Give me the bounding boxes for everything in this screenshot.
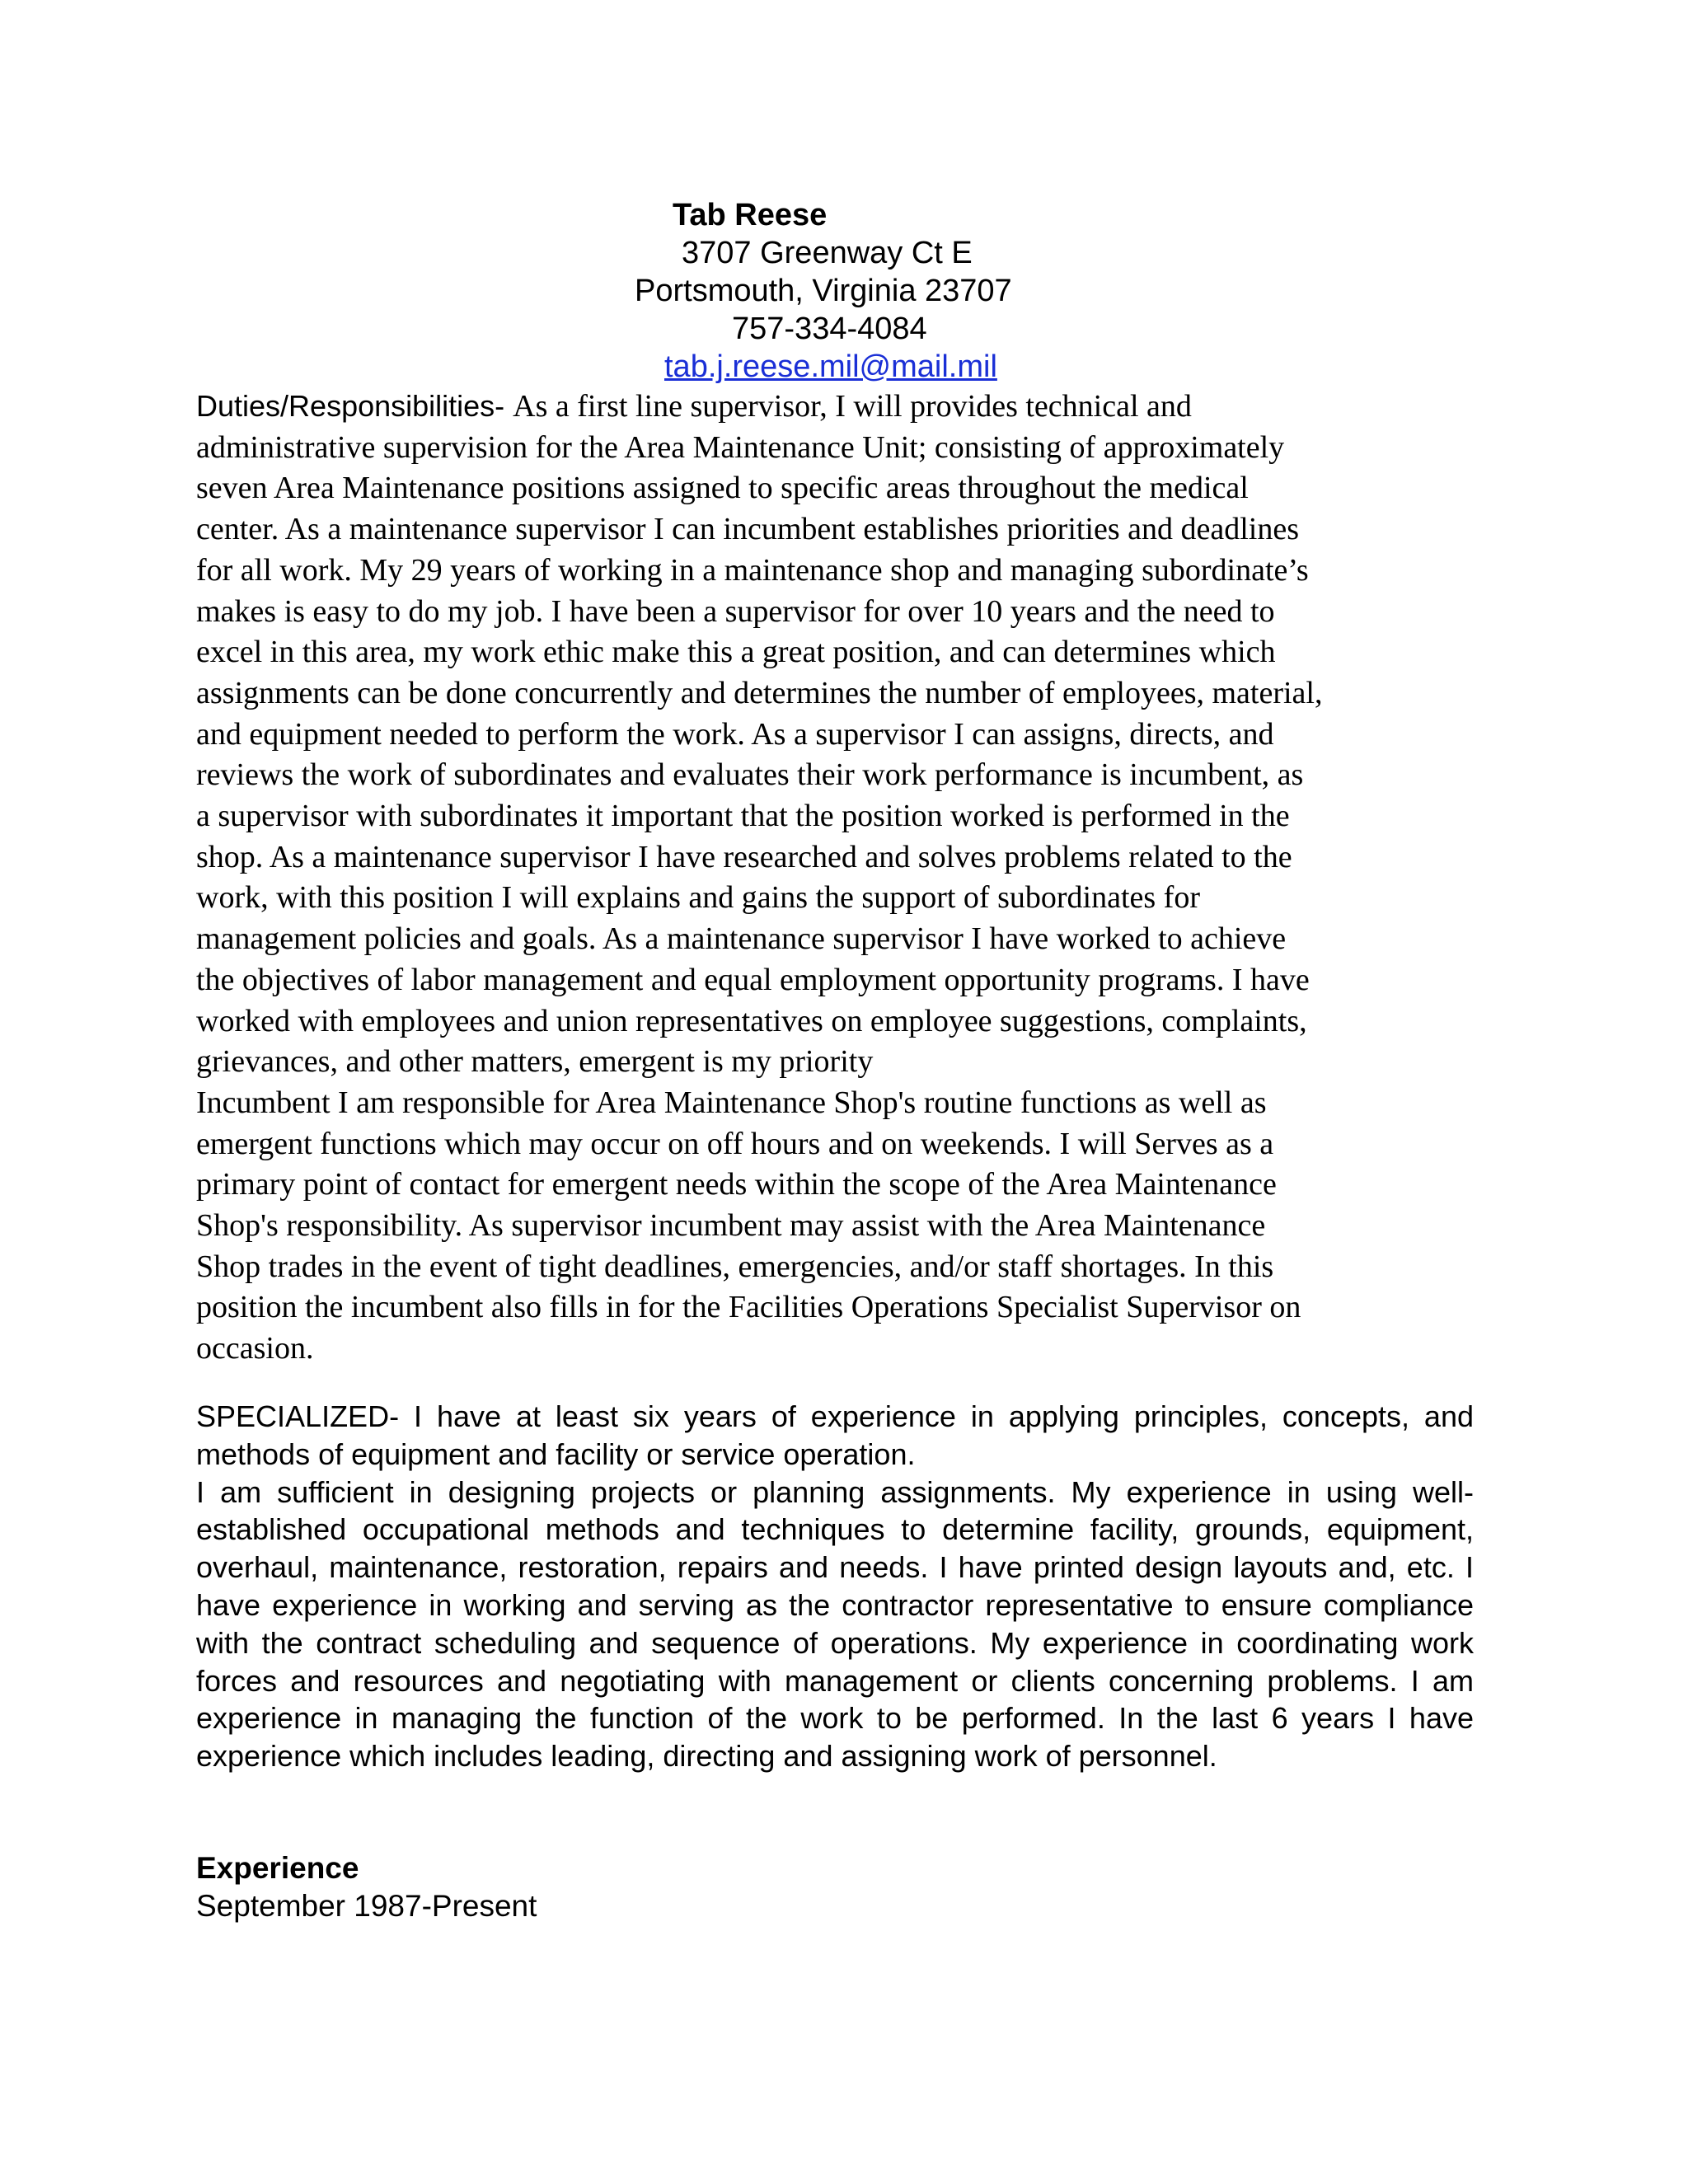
address-street: 3707 Greenway Ct E xyxy=(682,236,973,270)
phone-number: 757-334-4084 xyxy=(732,312,927,346)
applicant-name: Tab Reese xyxy=(673,198,828,232)
experience-date-range: September 1987-Present xyxy=(196,1889,537,1923)
specialized-section xyxy=(196,1398,1474,1775)
specialized-paragraph-2: I am sufficient in designing projects or planning assignments. My experience in using well-established occupational methods and techniques to determine facility, grounds, equipment, overhaul, maintenance, restoration, repairs and needs. I have printed design layouts and, etc. I have experience in working and serving as the contractor representative to ensure compliance with the contract scheduling and sequence of operations. My experience in coordinating work forces and resources and negotiating with management or clients concerning problems. I am experience in managing the function of the work to be performed. In the last 6 years I have experience which includes leading, directing and assigning work of personnel. xyxy=(196,1474,1474,1774)
duties-label: Duties/Responsibilities- xyxy=(196,389,513,423)
experience-heading: Experience xyxy=(196,1851,359,1885)
email-link[interactable]: tab.j.reese.mil@mail.mil xyxy=(664,349,997,384)
specialized-paragraph-1: SPECIALIZED- I have at least six years of experience in applying principles, concepts, and methods of equipment and facility or service operation. xyxy=(196,1399,1474,1471)
duties-section xyxy=(196,386,1482,1370)
address-city-state: Portsmouth, Virginia 23707 xyxy=(635,274,1012,308)
duties-text: As a first line supervisor, I will provides technical and administrative supervision for the Area Maintenance Unit; consisting of approximately seven Area Maintenance positions assigned to specific areas throughout the medical center. As a maintenance supervisor I can incumbent establishes priorities and deadlines for all work. My 29 years of working in a maintenance shop and managing subordinate’s makes is easy to do my job. I have been a supervisor for over 10 years and the need to excel in this area, my work ethic make this a great position, and can determines which assignments can be done concurrently and determines the number of employees, material, and equipment needed to perform the work. As a supervisor I can assigns, directs, and reviews the work of subordinates and evaluates their work performance is incumbent, as a supervisor with subordinates it important that the position worked is performed in the shop. As a maintenance supervisor I have researched and solves problems related to the work, with this position I will explains and gains the support of subordinates for management policies and goals. As a maintenance supervisor I have worked to achieve the objectives of labor management and equal employment opportunity programs. I have worked with employees and union representatives on employee suggestions, complaints, grievances, and other matters, emergent is my priority Incumbent I am responsible for Area Maintenance Shop's routine functions as well as emergent functions which may occur on off hours and on weekends. I will Serves as a primary point of contact for emergent needs within the scope of the Area Maintenance Shop's responsibility. As supervisor incumbent may assist with the Area Maintenance Shop trades in the event of tight deadlines, emergencies, and/or staff shortages. In this position the incumbent also fills in for the Facilities Operations Specialist Supervisor on occasion. xyxy=(196,389,1323,1366)
